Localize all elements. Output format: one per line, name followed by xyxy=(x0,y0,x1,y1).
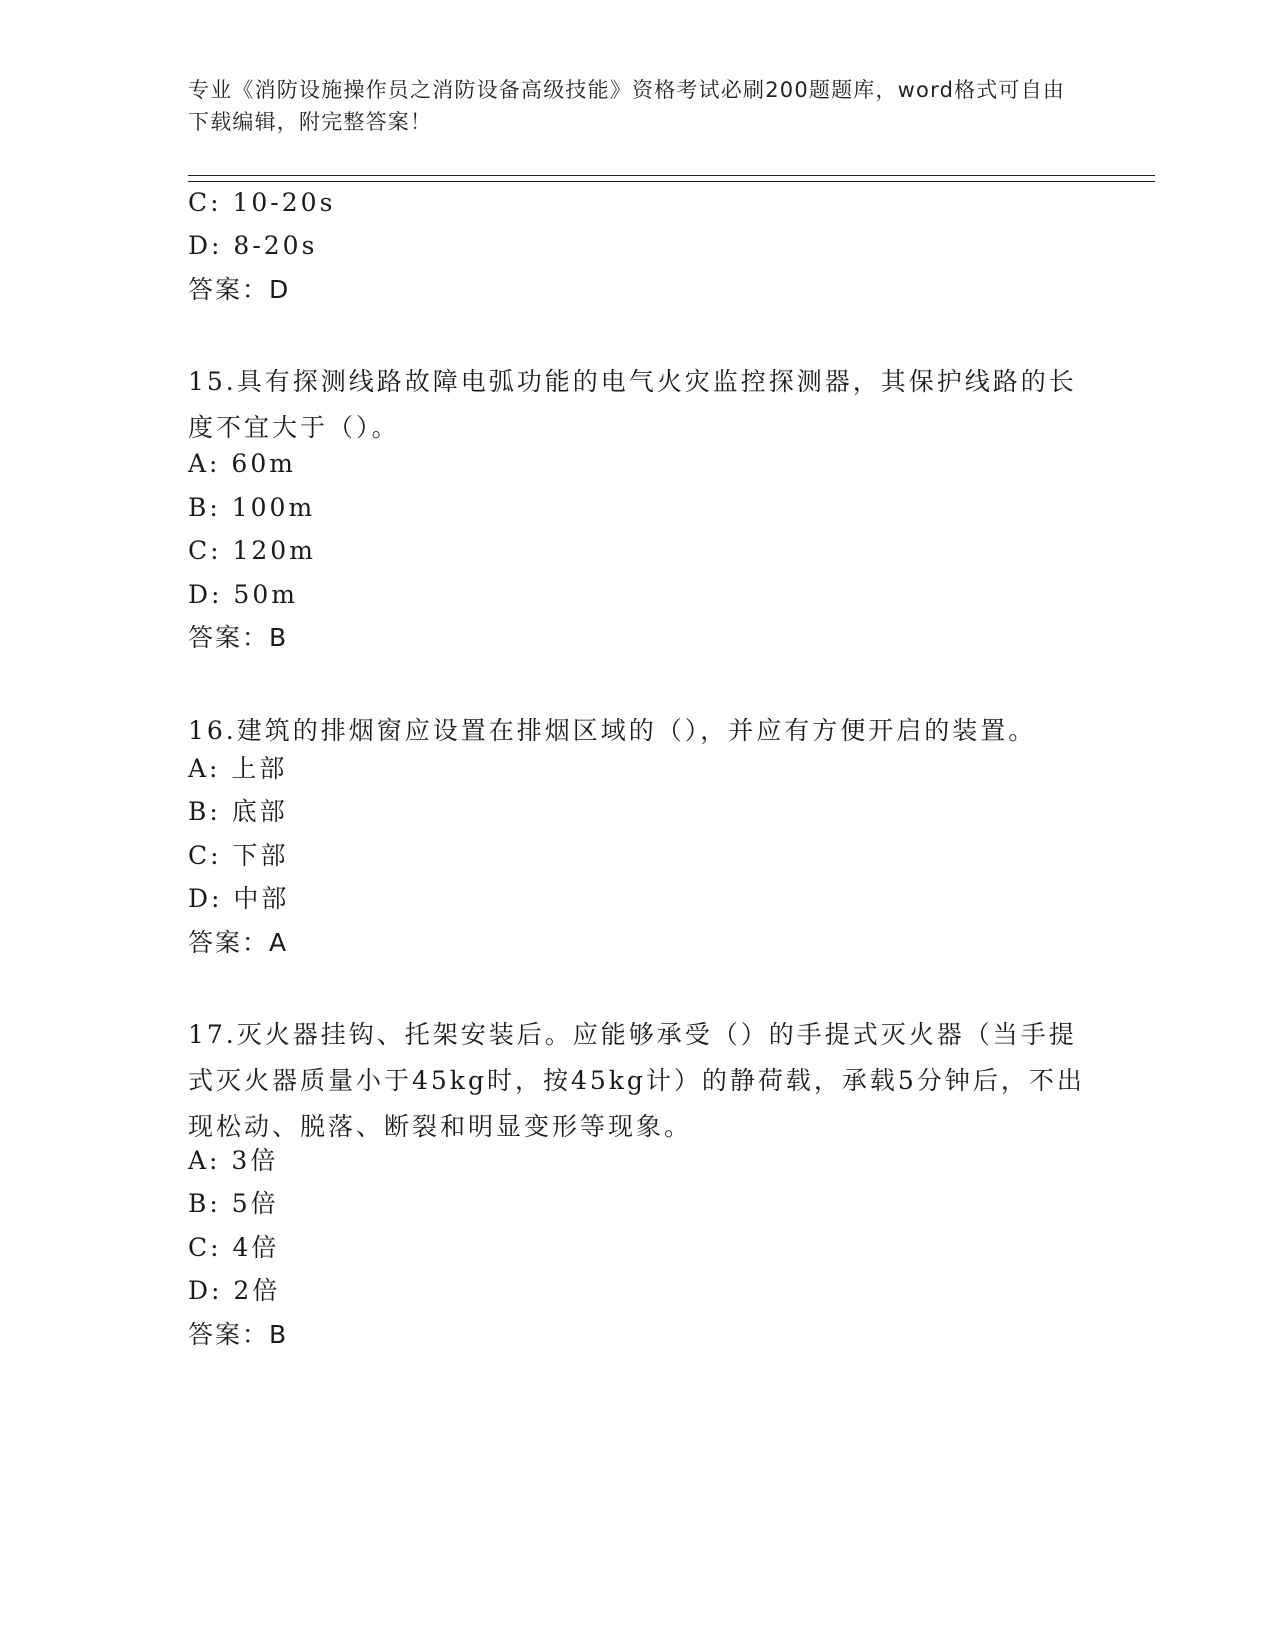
question-15-option-c: C: 120m xyxy=(188,536,316,565)
question-17-text: 17.灭火器挂钩、托架安装后。应能够承受（）的手提式灭火器（当手提式灭火器质量小于45kg时，按45kg计）的静荷载，承载5分钟后，不出现松动、脱落、断裂和明显变形等现象。 xyxy=(188,1020,1085,1141)
header-divider-bottom xyxy=(188,181,1155,182)
question-17-option-a: A: 3倍 xyxy=(188,1146,279,1175)
question-17-option-d: D: 2倍 xyxy=(188,1276,281,1305)
question-15-option-b: B: 100m xyxy=(188,493,316,522)
question-16-option-b: B: 底部 xyxy=(188,797,288,826)
prev-answer: 答案：D xyxy=(188,275,291,304)
question-15-text: 15.具有探测线路故障电弧功能的电气火灾监控探测器，其保护线路的长度不宜大于（）。 xyxy=(188,367,1077,442)
question-15-option-a: A: 60m xyxy=(188,449,296,478)
question-16-option-c: C: 下部 xyxy=(188,841,289,870)
question-17-option-c: C: 4倍 xyxy=(188,1233,280,1262)
prev-option-c: C: 10-20s xyxy=(188,188,336,217)
header-divider-top xyxy=(188,175,1155,176)
document-header: 专业《消防设施操作员之消防设备高级技能》资格考试必刷200题题库，word格式可自由下载编辑，附完整答案！ xyxy=(188,78,1066,134)
question-16-text: 16.建筑的排烟窗应设置在排烟区域的（），并应有方便开启的装置。 xyxy=(188,716,1037,745)
prev-option-d: D: 8-20s xyxy=(188,231,318,260)
question-15-option-d: D: 50m xyxy=(188,580,298,609)
question-17-answer: 答案：B xyxy=(188,1320,289,1349)
question-16-answer: 答案：A xyxy=(188,928,289,957)
question-16-option-a: A: 上部 xyxy=(188,754,288,783)
question-16-option-d: D: 中部 xyxy=(188,884,290,913)
question-15-answer: 答案：B xyxy=(188,623,289,652)
question-17-option-b: B: 5倍 xyxy=(188,1189,279,1218)
